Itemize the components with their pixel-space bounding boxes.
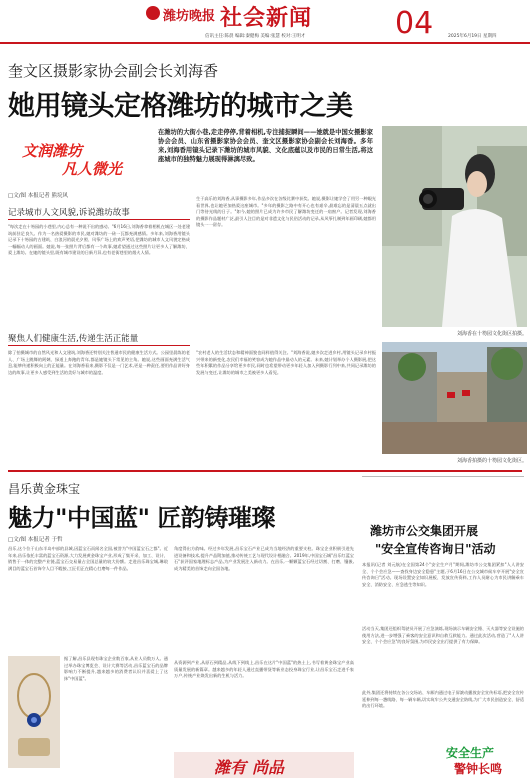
article3-body3: 此外,集团还将持续在各公交场站、车厢内通过电子屏滚动播放安全宣传标语,把安全宣传延伸到每一趟线路、每一辆车辆,切实筑牢公共交通安全防线,为广大市民创造安全、舒适的出行环境。 bbox=[362, 690, 524, 709]
column-badge-line1: 文润潍坊 bbox=[22, 142, 83, 160]
jewelry-illustration bbox=[8, 656, 60, 768]
article2-byline: □文/图 本报记者 于哲 bbox=[8, 537, 63, 543]
article1-subhead1: 记录城市人文风貌,诉说潍坊故事 bbox=[8, 208, 130, 218]
article2-body1: 昌乐,这个位于山东半岛中部的县城,因蓝宝石而闻名全国,被誉为"中国蓝宝石之都"。近年来,昌乐依托丰富的蓝宝石资源,大力发展黄金珠宝产业,形成了集开采、加工、设计、销售于一体的完整产业链,蓝宝石交易量占全国总量的较大份额。走进昌乐珠宝城,琳琅满目的蓝宝石首饰令人目不暇接,工匠们正在精心打磨每一件作品。 bbox=[8, 546, 168, 571]
column-badge-line2: 凡人微光 bbox=[62, 160, 123, 178]
article1-subhead2: 聚焦人们健康生活,传递生活正能量 bbox=[8, 334, 139, 344]
subhead2-rule bbox=[8, 345, 190, 346]
issue-date: 2025年6月19日 星期四 bbox=[448, 34, 497, 39]
article1-lead: 在潍坊的大街小巷,走走停停,背着相机,专注捕捉瞬间——她就是中国女摄影家协会会员、山东省摄影家协会会员、奎文区摄影家协会副会长刘海香。多年来,刘海香用镜头记录下潍坊的城市风貌、文化底蕴以及市民的日常生活,将这座城市的独特魅力展现得淋漓尽致。 bbox=[158, 129, 373, 163]
article3-body2: 活动当天,集团还组织驾驶员开展了应急演练,现场演示车辆安全锤、灭火器等安全设施的使用方法,进一步增强了乘客的安全意识和自救互救能力。通过此次活动,营造了"人人讲安全、个个会应急"的良好氛围,为市民安全出行提供了有力保障。 bbox=[362, 626, 524, 645]
article1-byline: □文/图 本报记者 熊垸风 bbox=[8, 193, 69, 199]
masthead bbox=[0, 0, 530, 42]
photo2-caption: 刘海香拍摄的十笏园文化街区。 bbox=[456, 458, 527, 464]
column-badge bbox=[22, 140, 142, 176]
safety-slogan-banner bbox=[440, 744, 526, 778]
street-illustration bbox=[382, 342, 527, 454]
cultural-district-photo bbox=[382, 342, 527, 454]
section-divider bbox=[8, 470, 522, 472]
page-number: 04 bbox=[395, 6, 434, 41]
article1-body1: "每次走在十笏园的小巷里,内心总有一种说不出的感动。"6月16日,刘海香拿着相机在城区一处老建筑前驻足良久。作为一名热爱摄影的市民,她对潍坊的一砖一瓦都充满感情。多年来,刘海香用镜头记录下十笏园的古建筑、白浪河的晨光夕照、风筝广场上的欢声笑语,把潍坊的城市人文风貌定格成一幅幅动人的画面。她说,每一张照片背后都有一个故事,她希望通过这些照片让更多人了解潍坊、爱上潍坊。在她的镜头里,既有城市建设的日新月异,也有老街巷里的烟火人情。 bbox=[8, 224, 190, 256]
article1-body2: 生于高乐的刘海香,从事摄影多年,作品多次在各级比赛中获奖。她说,摄影让她学会了用另一种眼光看世界,也让她更加热爱这座城市。"多年的摄影之路中有开心也有艰辛,最难忘的是清晨五点就出门等待光线的日子。"如今,她的照片已成为许多市民了解潍坊变迁的一扇窗户。记者发现,刘海香的摄影作品题材广泛,最引人注目的是对非遗文化与民俗活动的记录,从风筝扎制到年画印刷,她都用镜头一一留存。 bbox=[196, 196, 376, 228]
article2-kicker: 昌乐黄金珠宝 bbox=[8, 482, 81, 496]
photo1-caption: 刘海香在十笏园文化街区拍摄。 bbox=[456, 331, 527, 337]
subhead1-rule bbox=[8, 219, 190, 220]
article1-headline: 她用镜头定格潍坊的城市之美 bbox=[8, 91, 353, 122]
article2-body3: 角度得出方韵味。经过多年发展,昌乐宝石产业已成为当地经济的重要支柱。珠宝企业积极引进先进设备和技术,提升产品附加值,推动传统工艺与现代设计相融合。2019年,中国宝石城"昌乐红蓝宝石"获评国家地理标志产品,为产业发展注入新动力。在昌乐,一颗颗蓝宝石经过切割、打磨、镶嵌,成为精美的首饰走向全国各地。 bbox=[174, 546, 354, 571]
jewelry-photo bbox=[8, 656, 60, 768]
brand-name: 潍坊晚报 bbox=[163, 9, 216, 24]
article1-body4: "农村老人的生活状态和精神面貌也同样值得关注。"刘海香说,她多次走进乡村,用镜头记录乡村振兴带来的新变化,农民们幸福的笑容成为她作品中最动人的元素。未来,她计划举办个人摄影展,把这些年积累的作品分享给更多市民,同时也希望带动更多年轻人加入到摄影行列中来,共同记录潍坊的发展与变迁,让潍坊的城市之美被更多人看见。 bbox=[196, 350, 376, 375]
article1-body3: 除了拍摄城市的自然风光和人文建筑,刘海香还特别关注普通市民的健康生活方式。公园里晨练的老人、广场上跳舞的阿姨、绿道上奔跑的青年,都是她镜头下常见的主角。她说,这些画面充满生活气息,能够传递积极向上的正能量。在刘海香看来,摄影不仅是一门艺术,更是一种责任,要用作品讲好身边的故事,让更多人感受到生活的美好与城市的温度。 bbox=[8, 350, 190, 375]
article3-top-rule bbox=[362, 476, 524, 477]
article3-body1: 本报讯(记者 刘元航)在全国第24个"安全生产月"期间,潍坊市公交集团紧扣"人人讲安全、个个会应急——查找身边安全隐患"主题,于6月16日在公交城市候车亭开展"安全宣传咨询日"活动。现场设置安全知识展板、发放宣传资料,工作人员耐心为市民讲解乘车安全、消防安全、应急逃生等知识。 bbox=[362, 562, 524, 587]
article3-headline-line1: 潍坊市公交集团开展 bbox=[370, 524, 479, 538]
newspaper-logo-icon bbox=[146, 6, 160, 20]
masthead-rule bbox=[0, 42, 530, 44]
footer-left-banner bbox=[174, 752, 354, 778]
safety-slogan-line2: 警钟长鸣 bbox=[454, 762, 503, 776]
article1-kicker: 奎文区摄影家协会副会长刘海香 bbox=[8, 62, 219, 80]
section-title: 社会新闻 bbox=[220, 5, 313, 31]
article3-headline-line2: "安全宣传咨询日"活动 bbox=[375, 542, 496, 556]
article2-body2: 据了解,昌乐县现有珠宝企业数百家,从业人员数万人。通过举办珠宝博览会、设计大赛等活动,昌乐蓝宝石的品牌影响力不断提升,越来越多的消费者认识并喜爱上了这抹"中国蓝"。 bbox=[64, 656, 168, 681]
article2-body4: 从资源到产业,从原石到精品,从线下到线上,昌乐在这片"中国蓝"的热土上,书写着黄金珠宝产业高质量发展的新篇章。越来越多的年轻人通过直播带货等新业态投身珠宝行业,让昌乐宝石走进千家万户,传统产业焕发出新的生机与活力。 bbox=[174, 660, 354, 679]
photographer-illustration bbox=[382, 126, 527, 327]
footer-left-brand-plain: 潍有 bbox=[214, 758, 247, 777]
page-credits: 信讯主任:陈晨 编辑:秦健梅 美编:张慧 校对:王明才 bbox=[205, 34, 306, 39]
safety-slogan-line1: 安全生产 bbox=[446, 746, 495, 760]
photographer-portrait-photo bbox=[382, 126, 527, 327]
article2-headline: 魅力"中国蓝" 匠韵铸璀璨 bbox=[8, 504, 275, 532]
footer-left-brand-accent: 尚品 bbox=[252, 758, 285, 777]
